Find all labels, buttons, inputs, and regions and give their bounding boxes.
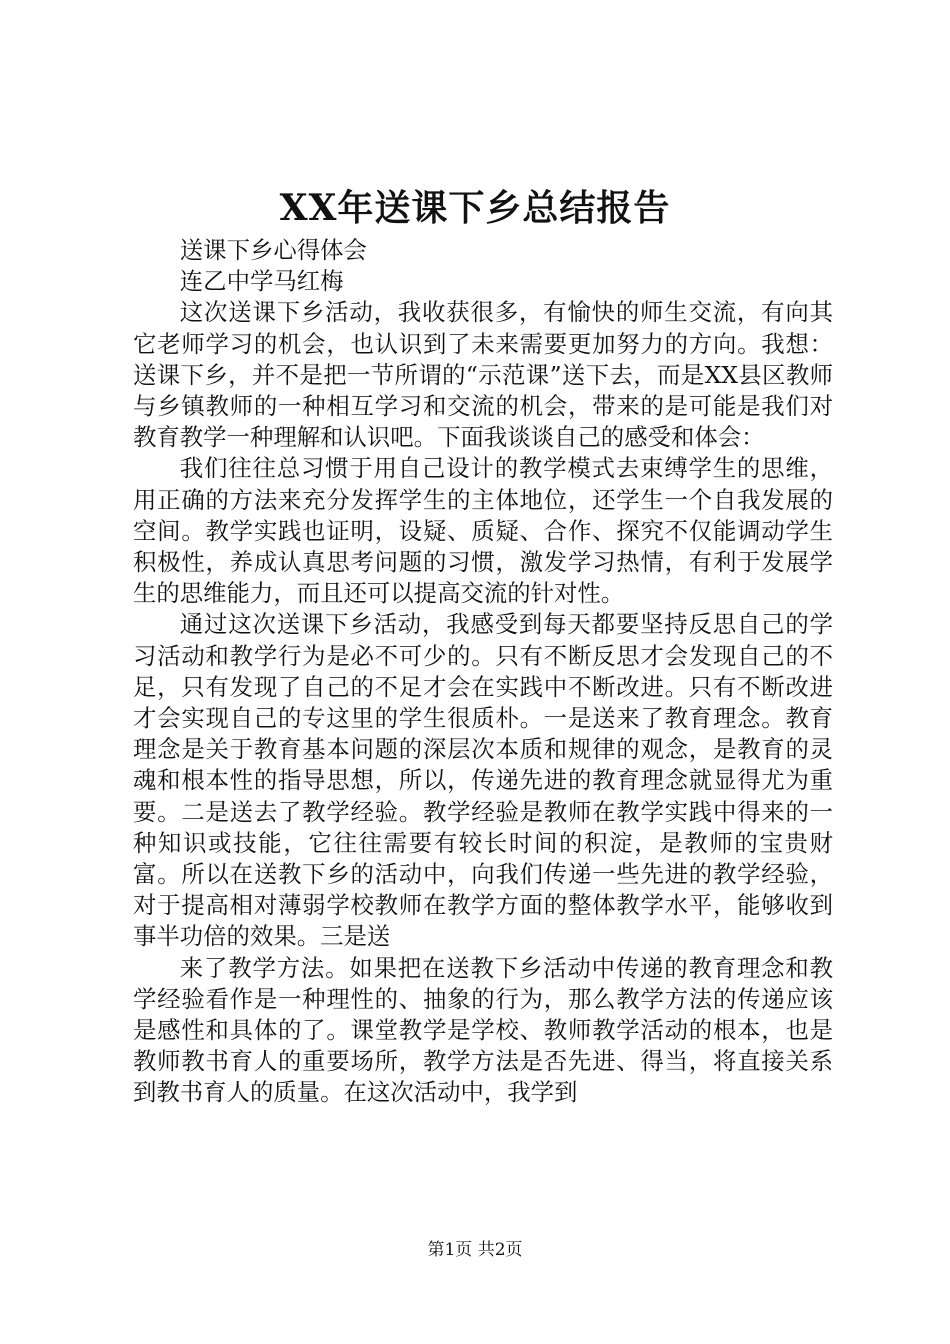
document-title: XX年送课下乡总结报告 <box>279 187 671 229</box>
author-line: 连乙中学马红梅 <box>179 267 344 296</box>
paragraph-4: 来了教学方法。如果把在送教下乡活动中传递的教育理念和教学经验看作是一种理性的、抽象的行为，那么教学方法的传递应该是感性和具体的了。课堂教学是学校、教师教学活动的根本，也是教师教书育人的重要场所，教学方法是否先进、得当，将直接关系到教书育人的质量。在这次活动中，我学到 <box>133 953 833 1107</box>
page-footer: 第1页 共2页 <box>427 1240 523 1260</box>
paragraph-2: 我们往往总习惯于用自己设计的教学模式去束缚学生的思维，用正确的方法来充分发挥学生的主体地位，还学生一个自我发展的空间。教学实践也证明，设疑、质疑、合作、探究不仅能调动学生积极性，养成认真思考问题的习惯，激发学习热情，有利于发展学生的思维能力，而且还可以提高交流的针对性。 <box>133 454 833 608</box>
document-body <box>133 235 833 1109</box>
paragraph-1: 这次送课下乡活动，我收获很多，有愉快的师生交流，有向其它老师学习的机会，也认识到了未来需要更加努力的方向。我想：送课下乡，并不是把一节所谓的“示范课”送下去，而是XX县区教师与乡镇教师的一种相互学习和交流的机会，带来的是可能是我们对教育教学一种理解和认识吧。下面我谈谈自己的感受和体会： <box>133 298 833 452</box>
paragraph-3: 通过这次送课下乡活动，我感受到每天都要坚持反思自己的学习活动和教学行为是必不可少的。只有不断反思才会发现自己的不足，只有发现了自己的不足才会在实践中不断改进。只有不断改进才会实现自己的专这里的学生很质朴。一是送来了教育理念。教育理念是关于教育基本问题的深层次本质和规律的观念，是教育的灵魂和根本性的指导思想，所以，传递先进的教育理念就显得尤为重要。二是送去了教学经验。教学经验是教师在教学实践中得来的一种知识或技能，它往往需要有较长时间的积淀，是教师的宝贵财富。所以在送教下乡的活动中，向我们传递一些先进的教学经验，对于提高相对薄弱学校教师在教学方面的整体教学水平，能够收到事半功倍的效果。三是送 <box>133 610 833 951</box>
subtitle-line: 送课下乡心得体会 <box>179 236 367 264</box>
